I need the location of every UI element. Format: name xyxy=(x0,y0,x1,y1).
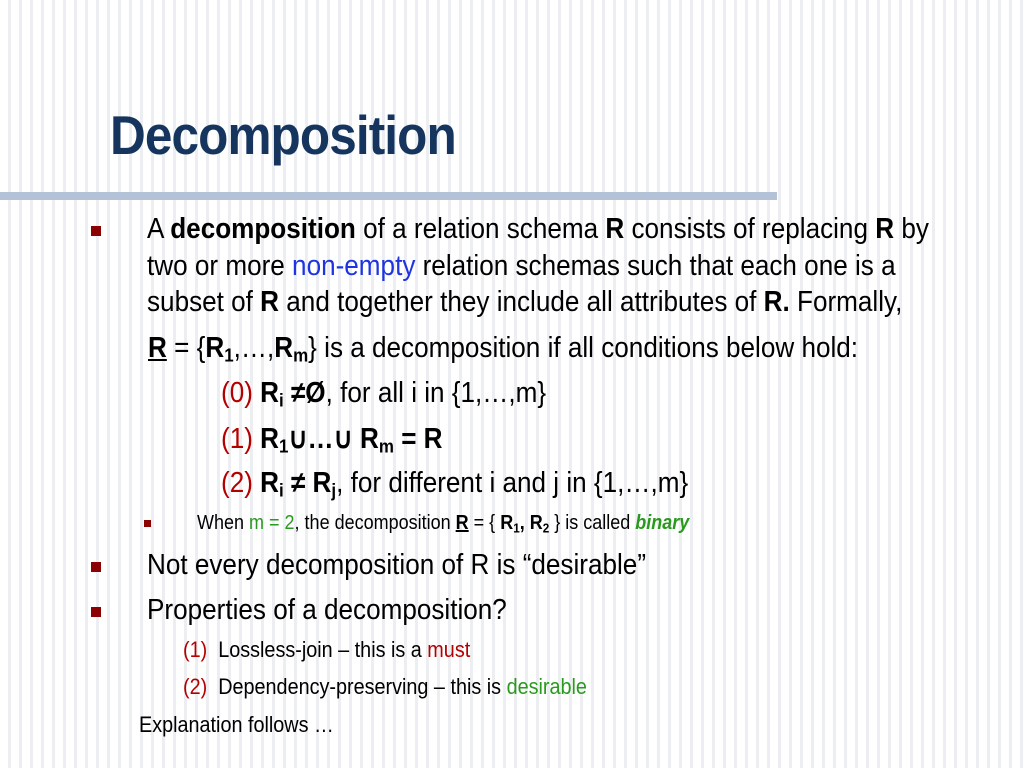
condition-number: (2) xyxy=(221,467,261,499)
decomposition-symbol: R xyxy=(148,332,167,364)
schema-r: R. xyxy=(763,286,790,318)
schema-r: R xyxy=(260,286,280,318)
bullet-properties: Properties of a decomposition? xyxy=(147,594,507,626)
text: When xyxy=(197,512,250,534)
subscript: j xyxy=(331,479,337,501)
text: Dependency-preserving – this is xyxy=(218,674,507,699)
text: , for different i and j in {1,…,m} xyxy=(336,467,689,499)
math: ≠Ø xyxy=(283,377,326,409)
text: , the decomposition xyxy=(294,512,456,534)
definition-line-2 xyxy=(147,248,896,284)
property-number: (1) xyxy=(183,637,208,662)
bullet-desirable: Not every decomposition of R is “desirable” xyxy=(147,549,647,581)
term-must: must xyxy=(427,637,471,662)
term-non-empty: non-empty xyxy=(292,250,416,282)
bullet-square-icon xyxy=(91,562,101,572)
subscript: 1 xyxy=(279,435,289,457)
definition-line-3 xyxy=(147,284,902,320)
schema-r: R xyxy=(875,213,895,245)
definition-line-1 xyxy=(147,211,929,247)
subscript: m xyxy=(293,344,309,366)
decomposition-symbol: R xyxy=(455,512,469,534)
schema-r: R xyxy=(605,213,625,245)
sub-bullet-square-icon xyxy=(144,520,151,527)
text: subset of xyxy=(147,286,261,318)
condition-number: (1) xyxy=(221,423,261,455)
math: R xyxy=(260,423,280,455)
term-decomposition: decomposition xyxy=(170,213,356,245)
text: , for all i in {1,…,m} xyxy=(325,377,547,409)
condition-0 xyxy=(221,375,546,411)
property-dependency-preserving xyxy=(183,674,587,700)
math: ≠ R xyxy=(283,467,332,499)
footer-text: Explanation follows … xyxy=(139,712,334,737)
text: two or more xyxy=(147,250,293,282)
text: by xyxy=(894,213,929,245)
condition-number: (0) xyxy=(221,377,261,409)
text: = { xyxy=(166,332,206,364)
math: R xyxy=(260,467,280,499)
bullet-square-icon xyxy=(91,607,101,617)
text: Formally, xyxy=(789,286,903,318)
text: A xyxy=(147,213,171,245)
condition-1 xyxy=(221,421,443,457)
math: R xyxy=(260,377,280,409)
text: } is called xyxy=(549,512,636,534)
binary-note xyxy=(197,510,689,536)
text: consists of replacing xyxy=(624,213,876,245)
title-underline-rule xyxy=(0,192,777,200)
term-desirable: desirable xyxy=(506,674,587,699)
text: } is a decomposition if all conditions below hold: xyxy=(308,332,859,364)
condition-2 xyxy=(221,465,688,501)
math: ∪…∪ R xyxy=(288,423,379,455)
r-symbol: , R xyxy=(519,512,543,534)
r-symbol: R xyxy=(205,332,225,364)
property-lossless-join xyxy=(183,637,470,663)
text: of a relation schema xyxy=(355,213,606,245)
subscript: i xyxy=(279,479,284,501)
formal-definition-line xyxy=(148,330,858,366)
text: ,…, xyxy=(233,332,275,364)
r-symbol: R xyxy=(500,512,514,534)
subscript: 1 xyxy=(513,520,520,536)
r-symbol: R xyxy=(274,332,294,364)
text: and together they include all attributes of xyxy=(279,286,764,318)
math: = R xyxy=(393,423,443,455)
bullet-square-icon xyxy=(91,226,101,236)
property-number: (2) xyxy=(183,674,208,699)
term-binary: binary xyxy=(635,512,690,534)
slide-title: Decomposition xyxy=(110,104,456,166)
subscript: i xyxy=(279,389,284,411)
text: relation schemas such that each one is a xyxy=(415,250,896,282)
subscript: 1 xyxy=(224,344,234,366)
text: Lossless-join – this is a xyxy=(218,637,428,662)
subscript: 2 xyxy=(542,520,550,536)
subscript: m xyxy=(378,435,394,457)
text: = { xyxy=(468,512,501,534)
m-equals-2: m = 2 xyxy=(249,512,295,534)
